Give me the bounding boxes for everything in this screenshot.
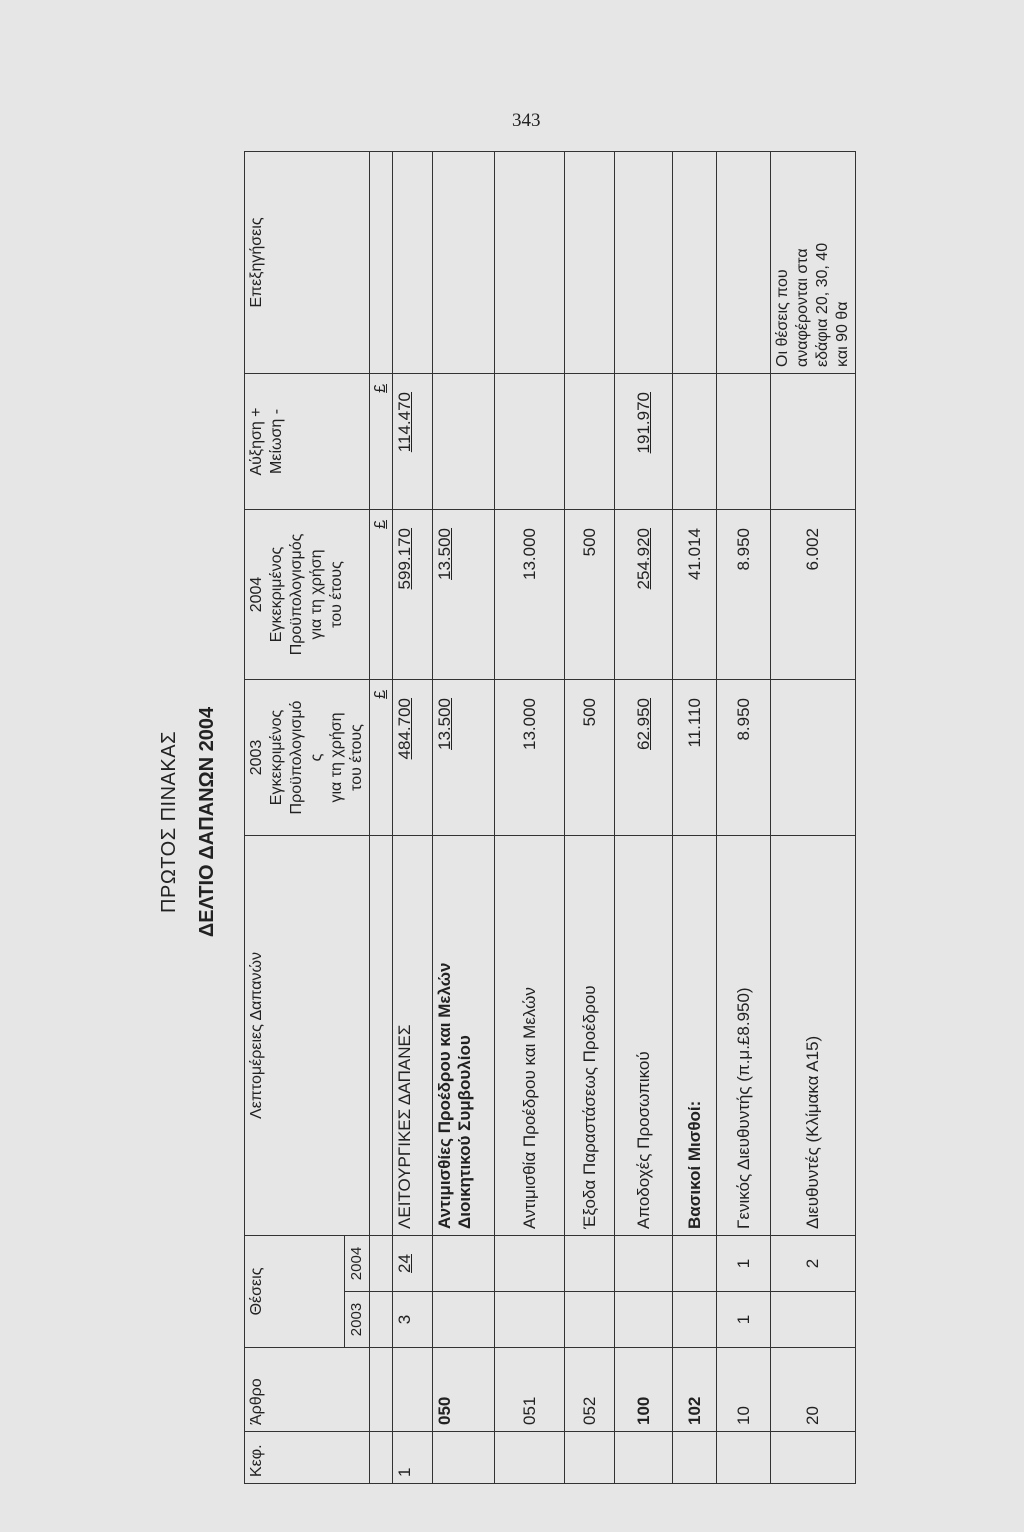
cell-budget-2003: 62.950 xyxy=(615,679,673,835)
rotated-page-content xyxy=(0,112,1024,1532)
table-row xyxy=(673,151,717,1483)
header-budget-2003 xyxy=(245,679,370,835)
header-budget-2004-line2: Εγκεκριμένος xyxy=(268,546,285,643)
cell-explanation-line2: αναφέρονται στα xyxy=(794,248,811,367)
header-budget-2004 xyxy=(245,509,370,679)
cell-budget-2004: 13.500 xyxy=(433,509,495,679)
cell-budget-2004: 500 xyxy=(565,509,615,679)
header-budget-2003-line3: Προϋπολογισμό xyxy=(288,700,305,815)
table-row xyxy=(433,151,495,1483)
cell-theseis-2003: 1 xyxy=(717,1292,771,1348)
cell-budget-2004: 6.002 xyxy=(771,509,856,679)
cell-budget-2004: 254.920 xyxy=(615,509,673,679)
document-title: ΠΡΩΤΟΣ ΠΙΝΑΚΑΣ xyxy=(158,731,180,913)
cell-theseis-2004: 1 xyxy=(717,1235,771,1291)
cell-arthro: 051 xyxy=(495,1348,565,1432)
table-row xyxy=(565,151,615,1483)
cell-details: Γενικός Διευθυντής (π.μ.£8.950) xyxy=(717,835,771,1235)
table-row xyxy=(495,151,565,1483)
header-kef: Κεφ. xyxy=(245,1432,370,1484)
cell-details: Αποδοχές Προσωπικού xyxy=(615,835,673,1235)
cell-arthro: 052 xyxy=(565,1348,615,1432)
cell-theseis-2003: 3 xyxy=(393,1292,433,1348)
cell-explanation xyxy=(771,151,856,373)
header-budget-2003-line1: 2003 xyxy=(248,739,265,776)
header-change xyxy=(245,373,370,509)
header-theseis: Θέσεις xyxy=(245,1235,345,1347)
cell-arthro: 102 xyxy=(673,1348,717,1432)
cell-theseis-2004: 24 xyxy=(393,1235,433,1291)
cell-budget-2004: 599.170 xyxy=(393,509,433,679)
cell-explanation-line1: Οι θέσεις που xyxy=(774,269,791,367)
cell-budget-2004: 8.950 xyxy=(717,509,771,679)
cell-details: Διευθυντές (Κλίμακα Α15) xyxy=(771,835,856,1235)
header-budget-2003-line2: Εγκεκριμένος xyxy=(268,709,285,806)
header-explanations: Επεξηγήσεις xyxy=(245,151,370,373)
cell-details-line1: Αντιμισθίες Προέδρου και Μελών xyxy=(435,962,454,1229)
currency-symbol: £ xyxy=(372,519,389,529)
table-header-row xyxy=(245,151,345,1483)
cell-budget-2003: 500 xyxy=(565,679,615,835)
header-budget-2004-line3: Προϋπολογισμός xyxy=(288,533,305,656)
header-budget-2003-line6: του έτους xyxy=(348,724,365,791)
header-theseis-2004: 2004 xyxy=(345,1235,370,1291)
header-budget-2003-line4: ς xyxy=(308,753,325,762)
cell-details: Έξοδα Παραστάσεως Προέδρου xyxy=(565,835,615,1235)
cell-budget-2003: 11.110 xyxy=(673,679,717,835)
header-arthro: Άρθρο xyxy=(245,1348,370,1432)
cell-budget-2004: 13.000 xyxy=(495,509,565,679)
header-budget-2003-line5: για τη χρήση xyxy=(328,712,345,803)
expenses-table xyxy=(244,151,856,1484)
table-row xyxy=(717,151,771,1483)
cell-budget-2003: 13.000 xyxy=(495,679,565,835)
cell-arthro: 10 xyxy=(717,1348,771,1432)
cell-budget-2003: 13.500 xyxy=(433,679,495,835)
cell-details: Αντιμισθία Προέδρου και Μελών xyxy=(495,835,565,1235)
cell-arthro: 20 xyxy=(771,1348,856,1432)
cell-budget-2003: 484.700 xyxy=(393,679,433,835)
page-number: 343 xyxy=(512,110,541,131)
cell-kef: 1 xyxy=(393,1432,433,1484)
cell-details: Βασικοί Μισθοί: xyxy=(673,835,717,1235)
cell-arthro: 100 xyxy=(615,1348,673,1432)
cell-details: ΛΕΙΤΟΥΡΓΙΚΕΣ ΔΑΠΑΝΕΣ xyxy=(393,835,433,1235)
header-details: Λεπτομέρειες Δαπανών xyxy=(245,835,370,1235)
cell-details xyxy=(433,835,495,1235)
cell-explanation-line4: και 90 θα xyxy=(834,301,851,367)
table-row xyxy=(393,151,433,1483)
cell-explanation-line3: εδάφια 20, 30, 40 xyxy=(814,242,831,367)
cell-arthro: 050 xyxy=(433,1348,495,1432)
cell-explanation xyxy=(393,151,433,373)
cell-details-line2: Διοικητικού Συμβουλίου xyxy=(455,1035,474,1229)
header-budget-2004-line1: 2004 xyxy=(248,576,265,613)
cell-change: 114.470 xyxy=(393,373,433,509)
table-row xyxy=(771,151,856,1483)
cell-arthro xyxy=(393,1348,433,1432)
header-change-line2: Μείωση - xyxy=(268,408,285,475)
table-row xyxy=(370,151,393,1483)
cell-change: 191.970 xyxy=(615,373,673,509)
currency-symbol: £ xyxy=(372,689,389,699)
document-subtitle: ΔΕΛΤΙΟ ΔΑΠΑΝΩΝ 2004 xyxy=(196,706,218,938)
header-change-line1: Αύξηση + xyxy=(248,407,265,476)
cell-budget-2004: 41.014 xyxy=(673,509,717,679)
currency-symbol: £ xyxy=(372,383,389,393)
cell-theseis-2004: 2 xyxy=(771,1235,856,1291)
header-theseis-2003: 2003 xyxy=(345,1292,370,1348)
header-budget-2004-line5: του έτους xyxy=(328,561,345,628)
table-row xyxy=(615,151,673,1483)
header-budget-2004-line4: για τη χρήση xyxy=(308,549,325,640)
cell-budget-2003: 8.950 xyxy=(717,679,771,835)
